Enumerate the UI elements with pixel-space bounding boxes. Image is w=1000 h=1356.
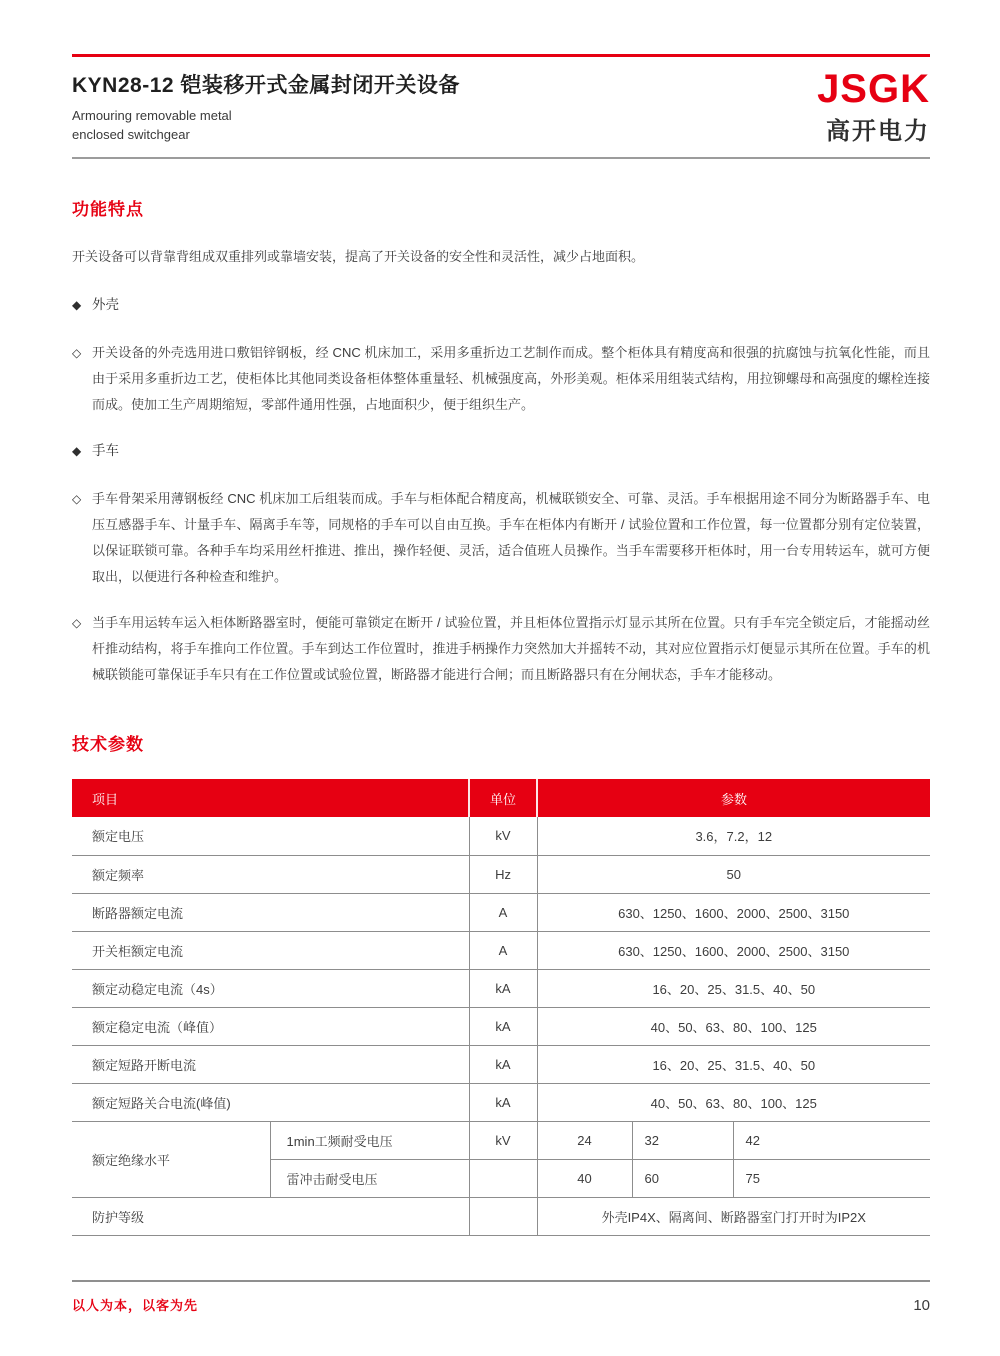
spec-item: 开关柜额定电流 bbox=[72, 931, 469, 969]
spec-value: 75 bbox=[733, 1159, 930, 1197]
column-header-item: 项目 bbox=[72, 779, 469, 817]
hollow-diamond-icon: ◇ bbox=[72, 616, 82, 630]
page-title: KYN28-12 铠装移开式金属封闭开关设备 bbox=[72, 74, 460, 97]
spec-value: 32 bbox=[632, 1121, 733, 1159]
spec-unit bbox=[469, 1159, 537, 1197]
spec-value: 630、1250、1600、2000、2500、3150 bbox=[537, 893, 930, 931]
table-row bbox=[72, 1007, 930, 1045]
table-row-protection bbox=[72, 1197, 930, 1235]
spec-value: 50 bbox=[537, 855, 930, 893]
spec-value: 60 bbox=[632, 1159, 733, 1197]
column-header-unit: 单位 bbox=[469, 779, 537, 817]
table-row bbox=[72, 1083, 930, 1121]
footer-slogan: 以人为本，以客为先 bbox=[72, 1298, 199, 1313]
header-top-rule bbox=[72, 54, 930, 57]
table-row bbox=[72, 931, 930, 969]
spec-value: 42 bbox=[733, 1121, 930, 1159]
spec-item: 额定动稳定电流（4s） bbox=[72, 969, 469, 1007]
specs-table bbox=[72, 779, 930, 1236]
header-title-block bbox=[72, 69, 460, 144]
feature-group-label-shell bbox=[72, 292, 930, 318]
feature-group-label-handcart bbox=[72, 438, 930, 464]
footer-rule bbox=[72, 1280, 930, 1282]
spec-unit: kA bbox=[469, 969, 537, 1007]
spec-item: 额定稳定电流（峰值） bbox=[72, 1007, 469, 1045]
spec-unit: Hz bbox=[469, 855, 537, 893]
column-header-param: 参数 bbox=[537, 779, 930, 817]
feature-group-title: 外壳 bbox=[92, 297, 119, 312]
spec-value: 16、20、25、31.5、40、50 bbox=[537, 1045, 930, 1083]
spec-value: 16、20、25、31.5、40、50 bbox=[537, 969, 930, 1007]
filled-diamond-icon: ◆ bbox=[72, 298, 82, 312]
feature-text: 手车骨架采用薄钢板经 CNC 机床加工后组装而成。手车与柜体配合精度高，机械联锁安全、可靠、灵活。手车根据用途不同分为断路器手车、电压互感器手车、计量手车、隔离手车等，同规格的手车可以自由互换。手车在柜体内有断开 / 试验位置和工作位置，每一位置都分别有定位装置，以保证联锁可靠。各种手车均采用丝杆推进、推出，操作轻便、灵活，适合值班人员操作。当手车需要移开柜体时，用一台专用转运车，就可方便取出，以便进行各种检查和维护。 bbox=[92, 491, 930, 584]
spec-item: 额定短路开断电流 bbox=[72, 1045, 469, 1083]
specs-heading: 技术参数 bbox=[72, 735, 144, 754]
table-row bbox=[72, 893, 930, 931]
specs-section bbox=[72, 730, 930, 1236]
table-row bbox=[72, 1045, 930, 1083]
spec-value: 3.6，7.2，12 bbox=[537, 817, 930, 855]
feature-text: 当手车用运转车运入柜体断路器室时，便能可靠锁定在断开 / 试验位置，并且柜体位置指示灯显示其所在位置。只有手车完全锁定后，才能摇动丝杆推动结构，将手车推向工作位置。手车到达工作位置时，推进手柄操作力突然加大并摇转不动，其对应位置指示灯便显示其所在位置。手车的机械联锁能可靠保证手车只有在工作位置或试验位置，断路器才能进行合闸；而且断路器只有在分闸状态，手车才能移动。 bbox=[92, 615, 930, 682]
spec-value: 40 bbox=[537, 1159, 632, 1197]
spec-item: 断路器额定电流 bbox=[72, 893, 469, 931]
features-section bbox=[72, 195, 930, 688]
spec-value: 40、50、63、80、100、125 bbox=[537, 1083, 930, 1121]
spec-unit: kA bbox=[469, 1045, 537, 1083]
page-subtitle bbox=[72, 106, 460, 144]
hollow-diamond-icon: ◇ bbox=[72, 346, 82, 360]
specs-header-row bbox=[72, 779, 930, 817]
table-row bbox=[72, 855, 930, 893]
spec-unit: A bbox=[469, 931, 537, 969]
spec-sublabel: 1min工频耐受电压 bbox=[270, 1121, 469, 1159]
page-footer bbox=[72, 1280, 930, 1314]
table-row bbox=[72, 817, 930, 855]
spec-unit: kV bbox=[469, 817, 537, 855]
header-bottom-rule bbox=[72, 157, 930, 159]
features-heading: 功能特点 bbox=[72, 200, 144, 219]
spec-unit: kA bbox=[469, 1007, 537, 1045]
spec-unit: kV bbox=[469, 1121, 537, 1159]
feature-item bbox=[72, 486, 930, 590]
page-header bbox=[72, 54, 930, 159]
page-number: 10 bbox=[913, 1297, 930, 1314]
spec-unit: A bbox=[469, 893, 537, 931]
spec-item: 额定绝缘水平 bbox=[72, 1121, 270, 1197]
feature-item bbox=[72, 340, 930, 418]
brand-logo-text: JSGK bbox=[817, 67, 930, 111]
spec-item: 防护等级 bbox=[72, 1197, 469, 1235]
table-row bbox=[72, 969, 930, 1007]
spec-value: 24 bbox=[537, 1121, 632, 1159]
spec-unit: kA bbox=[469, 1083, 537, 1121]
feature-group-title: 手车 bbox=[92, 443, 119, 458]
page-subtitle-line1: Armouring removable metal bbox=[72, 108, 232, 123]
spec-value: 外壳IP4X、隔离间、断路器室门打开时为IP2X bbox=[537, 1197, 930, 1235]
hollow-diamond-icon: ◇ bbox=[72, 492, 82, 506]
brand-logo-subtext: 高开电力 bbox=[826, 118, 930, 145]
table-row-insulation-1 bbox=[72, 1121, 930, 1159]
spec-item: 额定短路关合电流(峰值) bbox=[72, 1083, 469, 1121]
spec-item: 额定频率 bbox=[72, 855, 469, 893]
spec-value: 40、50、63、80、100、125 bbox=[537, 1007, 930, 1045]
features-intro: 开关设备可以背靠背组成双重排列或靠墙安装，提高了开关设备的安全性和灵活性，减少占地面积。 bbox=[72, 249, 645, 264]
spec-sublabel: 雷冲击耐受电压 bbox=[270, 1159, 469, 1197]
filled-diamond-icon: ◆ bbox=[72, 444, 82, 458]
page-subtitle-line2: enclosed switchgear bbox=[72, 127, 190, 142]
spec-unit bbox=[469, 1197, 537, 1235]
spec-value: 630、1250、1600、2000、2500、3150 bbox=[537, 931, 930, 969]
feature-item bbox=[72, 610, 930, 688]
brand-logo bbox=[817, 69, 930, 146]
feature-text: 开关设备的外壳选用进口敷铝锌钢板，经 CNC 机床加工，采用多重折边工艺制作而成。整个柜体具有精度高和很强的抗腐蚀与抗氧化性能，而且由于采用多重折边工艺，使柜体比其他同类设备柜体整体重量轻、机械强度高，外形美观。柜体采用组装式结构，用拉铆螺母和高强度的螺栓连接而成。使加工生产周期缩短，零部件通用性强，占地面积少，便于组织生产。 bbox=[92, 345, 930, 412]
spec-item: 额定电压 bbox=[72, 817, 469, 855]
